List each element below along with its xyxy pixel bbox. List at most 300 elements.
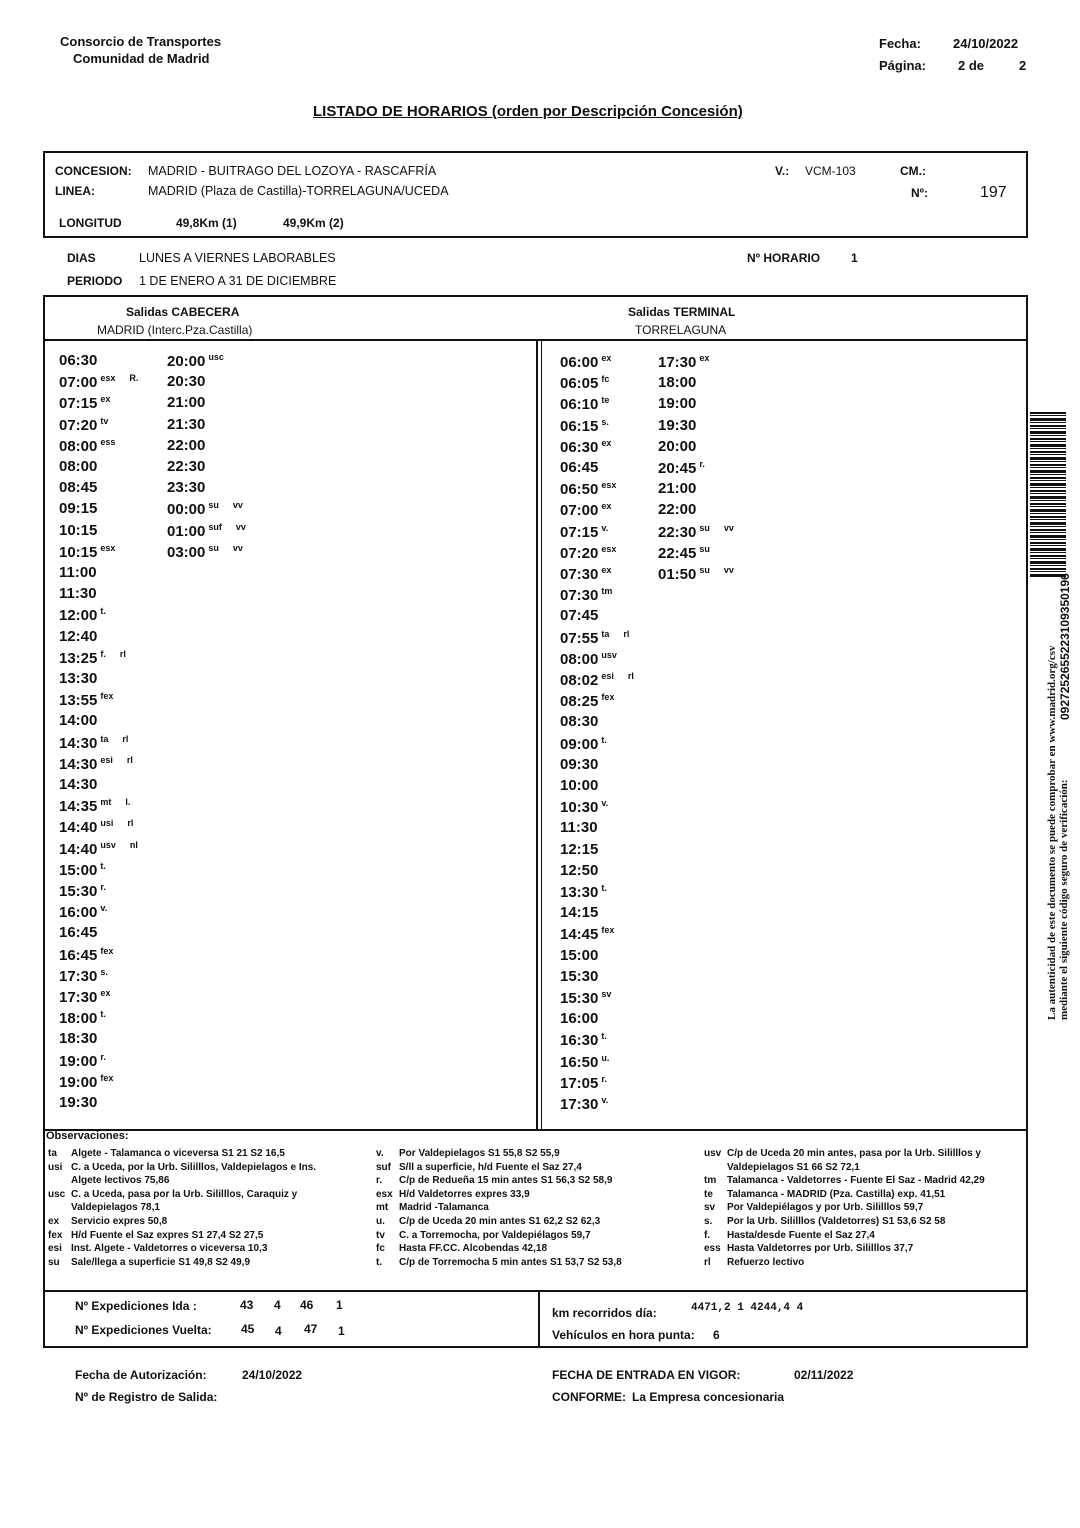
terminal-time-entry [658, 459, 705, 477]
time-value: 16:30 [560, 1032, 599, 1050]
cabecera-time-entry [59, 606, 106, 624]
time-value: 06:30 [560, 438, 599, 456]
fecha-label: Fecha: [879, 36, 921, 51]
time-value: 23:30 [167, 479, 206, 497]
time-value: 07:15 [560, 523, 599, 541]
time-value: 06:00 [560, 354, 599, 371]
vigor-value: 02/11/2022 [794, 1368, 854, 1382]
cabecera-time-entry [59, 712, 97, 729]
observacion-text: Hasta/desde Fuente el Saz 27,4 [727, 1229, 875, 1241]
verification-barcode [1030, 412, 1066, 578]
time-code: f. [100, 648, 106, 659]
horario-label: Nº HORARIO [747, 251, 821, 265]
observacion-code: t. [376, 1256, 383, 1268]
observacion-code: sv [704, 1202, 716, 1214]
cabecera-time-entry [59, 776, 97, 793]
cabecera-time-entry [59, 522, 97, 539]
observacion-text: C/p de Uceda 20 min antes, pasa por la Urb. Sililllos y [727, 1148, 981, 1159]
time-value: 15:30 [59, 883, 98, 900]
time-code: r. [699, 459, 705, 469]
time-value: 07:20 [560, 544, 599, 562]
observacion-code: u. [376, 1215, 385, 1227]
time-code: esx [601, 480, 617, 491]
cabecera-time-entry [59, 670, 97, 687]
cabecera-time-entry [167, 394, 205, 411]
terminal-time-entry [560, 1053, 609, 1071]
time-value: 16:50 [560, 1053, 599, 1071]
observacion-code: v. [376, 1148, 384, 1159]
time-code: fc [601, 374, 610, 385]
cabecera-time-entry [59, 734, 128, 752]
terminal-time-entry [560, 777, 598, 794]
time-value: 22:30 [167, 458, 206, 475]
terminal-time-entry [560, 904, 598, 921]
time-value: 21:30 [167, 415, 206, 433]
time-value: 19:30 [658, 416, 697, 434]
cabecera-time-entry [167, 373, 205, 390]
terminal-time-entry [560, 1031, 607, 1049]
pagina-value: 2 de [958, 58, 985, 73]
time-value: 21:00 [658, 480, 697, 498]
observacion-code: mt [376, 1202, 389, 1214]
time-extra-code: vv [235, 521, 246, 532]
dias-value: LUNES A VIERNES LABORABLES [139, 251, 336, 265]
vuelta-label: Nº Expediciones Vuelta: [75, 1323, 212, 1337]
vehiculos-label: Vehículos en hora punta: [552, 1328, 695, 1342]
observacion-code: te [704, 1188, 713, 1200]
time-value: 16:45 [59, 924, 98, 942]
cabecera-time-entry [59, 691, 113, 709]
observacion-text: Servicio expres 50,8 [71, 1215, 168, 1227]
vuelta-value-4: 1 [338, 1324, 345, 1338]
ida-label: Nº Expediciones Ida : [75, 1299, 197, 1313]
time-value: 17:30 [560, 1096, 599, 1113]
terminal-time-entry [658, 523, 734, 541]
v-label: V.: [775, 164, 790, 178]
time-code: s. [601, 416, 609, 427]
terminal-time-entry [560, 586, 612, 604]
cabecera-time-entry [167, 416, 205, 433]
observacion-text: Algete lectivos 75,86 [71, 1175, 170, 1187]
time-value: 11:00 [59, 564, 97, 581]
fecha-value: 24/10/2022 [953, 36, 1019, 51]
time-value: 11:30 [59, 585, 97, 603]
observacion-text: Talamanca - MADRID (Pza. Castilla) exp. 41,51 [727, 1188, 946, 1200]
observacion-item [704, 1161, 985, 1175]
observacion-text: Hasta Valdetorres por Urb. Sililllos 37,7 [727, 1243, 914, 1255]
time-value: 10:15 [59, 543, 98, 561]
ida-value-1: 43 [240, 1298, 254, 1312]
time-extra-code: vv [723, 565, 734, 575]
org-name-line1: Consorcio de Transportes [60, 34, 222, 49]
observacion-text: Valdepielagos S1 66 S2 72,1 [727, 1161, 860, 1173]
terminal-time-entry [560, 883, 607, 901]
time-value: 18:00 [658, 374, 697, 392]
terminal-time-entry [658, 374, 696, 391]
time-code: esi [601, 671, 614, 681]
observacion-text: C. a Uceda, pasa por la Urb. Sililllos, Caraquiz y [71, 1188, 298, 1200]
observacion-code: rl [704, 1256, 711, 1268]
time-code: fex [601, 925, 615, 936]
time-extra-code: rl [122, 733, 129, 744]
time-code: u. [601, 1052, 610, 1063]
time-value: 22:00 [167, 436, 206, 454]
time-value: 20:00 [167, 353, 206, 370]
time-value: 22:45 [658, 544, 697, 562]
observacion-item [48, 1201, 316, 1215]
time-code: r. [100, 1051, 106, 1062]
longitud-1: 49,8Km (1) [176, 216, 237, 230]
terminal-time-entry [560, 374, 609, 392]
v-value: VCM-103 [805, 164, 856, 178]
schedule-divider [536, 341, 538, 1129]
observacion-code: usv [704, 1148, 722, 1159]
time-extra-code: nl [129, 839, 138, 850]
observacion-item [704, 1201, 985, 1215]
time-value: 19:00 [59, 1052, 98, 1070]
schedule-divider-right [541, 341, 542, 1129]
ida-value-2: 4 [274, 1298, 281, 1312]
time-value: 01:50 [658, 566, 697, 583]
verification-line2: mediante el siguiente código seguro de verificación: [1058, 779, 1070, 1020]
time-value: 06:45 [560, 459, 599, 476]
time-extra-code: rl [126, 754, 133, 765]
time-extra-code: rl [119, 648, 126, 659]
time-value: 17:05 [560, 1074, 599, 1092]
time-code: ess [100, 436, 116, 447]
observacion-item [704, 1174, 985, 1188]
terminal-time-entry [560, 480, 616, 498]
time-extra-code: l. [125, 797, 131, 808]
observacion-text: Valdepielagos 78,1 [71, 1202, 160, 1214]
observacion-item [48, 1174, 316, 1188]
terminal-time-entry [560, 501, 611, 519]
time-value: 07:45 [560, 607, 599, 625]
time-code: usi [100, 818, 114, 829]
time-code: fex [100, 1072, 114, 1083]
periodo-value: 1 DE ENERO A 31 DE DICIEMBRE [139, 274, 337, 288]
terminal-time-entry [560, 438, 611, 456]
observacion-code: ta [48, 1148, 57, 1159]
cabecera-time-entry [59, 924, 97, 941]
observacion-text: Sale/llega a superficie S1 49,8 S2 49,9 [71, 1256, 250, 1268]
time-value: 14:45 [560, 926, 599, 944]
cabecera-time-entry [59, 755, 133, 773]
time-value: 22:00 [658, 501, 697, 519]
time-code: te [601, 395, 610, 406]
cabecera-time-entry [59, 1094, 97, 1111]
time-value: 18:00 [59, 1010, 98, 1028]
terminal-time-entry [560, 607, 598, 624]
observacion-item [48, 1188, 316, 1202]
terminal-time-entry [560, 713, 598, 730]
time-value: 06:05 [560, 375, 599, 393]
observacion-code: esi [48, 1243, 62, 1255]
observacion-item [376, 1188, 622, 1202]
terminal-time-entry [560, 671, 634, 689]
cabecera-time-entry [59, 946, 113, 964]
cabecera-time-entry [59, 628, 97, 645]
terminal-time-entry [560, 968, 598, 985]
vuelta-value-1: 45 [241, 1322, 255, 1336]
cabecera-time-entry [59, 840, 138, 858]
time-value: 08:45 [59, 479, 98, 497]
time-code: r. [100, 882, 106, 892]
observacion-code: f. [704, 1229, 711, 1241]
terminal-time-entry [658, 417, 696, 434]
observacion-code: usc [48, 1188, 66, 1200]
time-code: t. [601, 1031, 607, 1042]
time-value: 14:35 [59, 798, 98, 816]
time-code: esx [100, 373, 116, 384]
time-value: 09:00 [560, 735, 599, 753]
time-extra-code: R. [129, 373, 139, 384]
time-value: 08:00 [59, 458, 98, 475]
time-code: su [208, 500, 219, 511]
time-value: 13:25 [59, 649, 98, 667]
time-code: usv [100, 839, 116, 850]
expediciones-divider [538, 1292, 540, 1346]
observacion-code: s. [704, 1215, 713, 1227]
time-extra-code: vv [232, 500, 243, 511]
terminal-time-entry [560, 565, 611, 583]
time-value: 07:55 [560, 629, 599, 647]
time-value: 16:00 [59, 904, 98, 922]
km-label: km recorridos día: [552, 1306, 657, 1320]
observacion-text: Madrid -Talamanca [399, 1202, 489, 1214]
time-value: 09:15 [59, 500, 98, 518]
terminal-time-entry [560, 819, 598, 836]
cabecera-time-entry [59, 500, 97, 517]
cabecera-time-entry [59, 1073, 113, 1091]
terminal-time-entry [560, 947, 598, 964]
time-code: t. [601, 883, 607, 893]
observacion-item [376, 1161, 622, 1175]
time-extra-code: vv [723, 522, 734, 533]
cabecera-time-entry [59, 585, 97, 602]
terminal-time-entry [560, 692, 614, 710]
time-code: t. [601, 734, 607, 745]
terminal-time-entry [560, 395, 609, 413]
registro-label: Nº de Registro de Salida: [75, 1390, 218, 1404]
observacion-text: Inst. Algete - Valdetorres o viceversa 10,3 [71, 1243, 268, 1255]
observacion-item [704, 1188, 985, 1202]
time-code: ex [601, 437, 612, 448]
page-title: LISTADO DE HORARIOS (orden por Descripción Concesión) [313, 103, 743, 120]
observacion-text: Talamanca - Valdetorres - Fuente El Saz - Madrid 42,29 [727, 1175, 985, 1187]
periodo-label: PERIODO [67, 274, 123, 288]
time-value: 10:15 [59, 521, 98, 539]
cabecera-time-entry [167, 522, 246, 540]
time-value: 16:00 [560, 1010, 599, 1028]
terminal-subtitle: TORRELAGUNA [635, 323, 727, 337]
time-value: 17:30 [59, 989, 98, 1006]
time-extra-code: rl [627, 671, 634, 681]
terminal-time-entry [658, 565, 734, 583]
n-label: Nº: [911, 186, 929, 200]
cabecera-time-entry [59, 352, 97, 369]
cabecera-time-entry [59, 903, 107, 921]
time-code: fex [601, 692, 615, 703]
terminal-time-entry [560, 523, 608, 541]
terminal-time-entry [658, 353, 709, 371]
longitud-label: LONGITUD [59, 216, 122, 230]
observacion-text: Por la Urb. Sililllos (Valdetorres) S1 53,6 S2 58 [727, 1215, 946, 1227]
horario-value: 1 [851, 251, 858, 265]
cabecera-time-entry [59, 649, 126, 667]
time-value: 15:00 [560, 946, 599, 964]
time-value: 21:00 [167, 394, 206, 412]
time-code: su [699, 565, 710, 575]
observacion-item [48, 1256, 316, 1270]
time-code: t. [100, 1009, 106, 1020]
time-value: 18:30 [59, 1030, 98, 1048]
time-value: 07:00 [59, 374, 98, 392]
cabecera-time-entry [59, 988, 110, 1006]
time-value: 07:30 [560, 587, 599, 605]
time-value: 15:00 [59, 861, 98, 879]
terminal-title: Salidas TERMINAL [628, 305, 736, 319]
cabecera-time-entry [59, 416, 108, 434]
time-code: r. [601, 1073, 607, 1084]
linea-value: MADRID (Plaza de Castilla)-TORRELAGUNA/UCEDA [148, 184, 449, 198]
time-code: tm [601, 586, 613, 597]
time-code: usc [208, 352, 224, 362]
time-value: 06:30 [59, 352, 98, 369]
vigor-label: FECHA DE ENTRADA EN VIGOR: [552, 1368, 741, 1382]
time-value: 15:30 [560, 990, 599, 1007]
time-value: 06:15 [560, 417, 599, 435]
cabecera-time-entry [59, 1009, 106, 1027]
time-code: ex [601, 565, 612, 575]
time-value: 00:00 [167, 501, 206, 519]
observacion-item [704, 1147, 985, 1161]
terminal-time-entry [658, 501, 696, 518]
terminal-time-entry [658, 544, 710, 562]
observaciones-col3 [704, 1147, 985, 1269]
observacion-code: fex [48, 1229, 63, 1241]
terminal-time-entry [560, 756, 598, 773]
observacion-item [704, 1215, 985, 1229]
pagina-total: 2 [1019, 58, 1027, 73]
terminal-time-entry [560, 544, 616, 562]
cabecera-time-entry [167, 437, 205, 454]
cabecera-time-entry [59, 861, 106, 879]
terminal-time-entry [560, 629, 629, 647]
cabecera-time-entry [59, 543, 115, 561]
time-value: 22:30 [658, 523, 697, 541]
cabecera-time-entry [59, 967, 108, 985]
time-code: ta [100, 733, 109, 744]
time-code: esi [100, 754, 113, 765]
cabecera-time-entry [59, 437, 115, 455]
cm-label: CM.: [900, 164, 926, 178]
longitud-2: 49,9Km (2) [283, 216, 344, 230]
time-value: 12:50 [560, 861, 599, 879]
time-code: fex [100, 945, 114, 956]
cabecera-time-entry [59, 1052, 106, 1070]
cabecera-time-entry [59, 882, 106, 900]
time-value: 08:25 [560, 693, 599, 711]
terminal-time-entry [560, 862, 598, 879]
time-extra-code: rl [623, 628, 630, 639]
observacion-item [376, 1229, 622, 1243]
cabecera-time-entry [59, 818, 133, 836]
observacion-code: fc [376, 1243, 385, 1255]
time-value: 06:10 [560, 396, 599, 414]
terminal-time-entry [658, 480, 696, 497]
verification-line1: La autenticidad de este documento se puede comprobar en www.madrid.org/csv [1046, 645, 1058, 1020]
observacion-item [704, 1229, 985, 1243]
time-value: 12:00 [59, 607, 98, 625]
time-value: 14:30 [59, 734, 98, 752]
time-value: 07:00 [560, 502, 599, 520]
time-extra-code: vv [232, 542, 243, 553]
terminal-time-entry [658, 395, 696, 412]
terminal-time-entry [560, 925, 614, 943]
terminal-time-entry [560, 989, 611, 1007]
terminal-time-entry [658, 438, 696, 455]
org-name-line2: Comunidad de Madrid [73, 51, 210, 66]
observacion-text: C/p de Redueña 15 min antes S1 56,3 S2 58,9 [399, 1175, 613, 1187]
time-value: 14:15 [560, 904, 599, 922]
cabecera-time-entry [167, 352, 224, 370]
time-value: 14:30 [59, 755, 98, 773]
time-value: 08:02 [560, 672, 599, 689]
time-code: v. [601, 522, 609, 533]
observacion-code: ess [704, 1243, 721, 1255]
time-code: v. [601, 798, 609, 809]
time-value: 12:40 [59, 627, 98, 645]
concesion-value: MADRID - BUITRAGO DEL LOZOYA - RASCAFRÍA [148, 164, 437, 178]
time-value: 19:00 [658, 395, 697, 413]
n-value: 197 [980, 184, 1007, 201]
conforme-label: CONFORME: [552, 1390, 626, 1404]
terminal-time-entry [560, 417, 609, 435]
observacion-text: C. a Uceda, por la Urb. Sililllos, Valdepielagos e Ins. [71, 1161, 317, 1173]
time-value: 08:30 [560, 713, 599, 731]
pagina-label: Página: [879, 58, 926, 73]
observacion-item [704, 1242, 985, 1256]
time-code: t. [100, 860, 106, 871]
terminal-time-entry [560, 353, 611, 371]
ida-value-3: 46 [300, 1298, 314, 1312]
conforme-value: La Empresa concesionaria [632, 1390, 785, 1404]
terminal-time-entry [560, 735, 607, 753]
vuelta-value-2: 4 [275, 1324, 282, 1338]
time-value: 20:00 [658, 437, 697, 455]
time-value: 06:50 [560, 481, 599, 499]
time-code: s. [100, 966, 108, 977]
observacion-text: C. a Torremocha, por Valdepiélagos 59,7 [399, 1229, 591, 1241]
time-value: 14:00 [59, 712, 98, 730]
time-value: 13:30 [560, 884, 599, 901]
terminal-time-entry [560, 459, 598, 476]
time-value: 07:20 [59, 416, 98, 434]
observacion-code: ex [48, 1215, 60, 1227]
time-value: 17:30 [658, 354, 697, 371]
verification-code: 0927252655223109350196 [1058, 573, 1072, 720]
observacion-item [48, 1161, 316, 1175]
vehiculos-value: 6 [713, 1328, 720, 1342]
observacion-text: Por Valdepiélagos y por Urb. Sililllos 59,7 [727, 1202, 924, 1214]
observacion-code: tm [704, 1175, 717, 1187]
time-value: 17:30 [59, 967, 98, 985]
time-value: 15:30 [560, 967, 599, 985]
terminal-time-entry [560, 841, 598, 858]
observacion-text: Por Valdepielagos S1 55,8 S2 55,9 [399, 1148, 560, 1159]
time-value: 03:00 [167, 543, 206, 561]
